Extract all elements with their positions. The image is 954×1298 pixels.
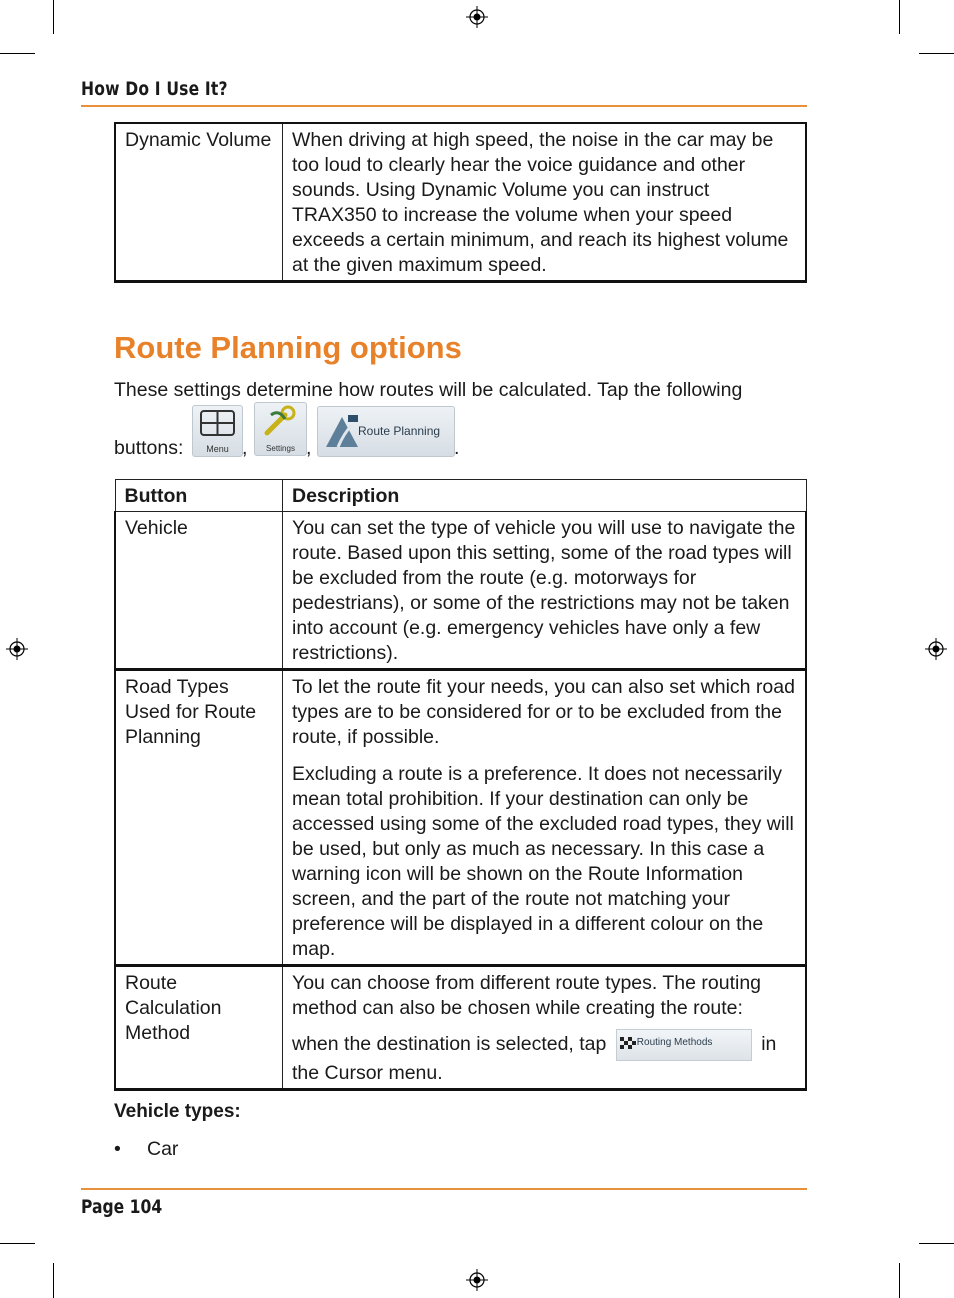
registration-mark-icon <box>466 6 488 28</box>
route-planning-button-label: Route Planning <box>358 424 441 438</box>
separator: , <box>306 437 312 459</box>
route-calc-desc-pre: when the destination is selected, tap <box>292 1033 607 1056</box>
bullet-icon: • <box>114 1138 121 1160</box>
crop-mark <box>0 53 35 54</box>
table-cell-name: Dynamic Volume <box>115 123 283 282</box>
crop-mark <box>919 53 954 54</box>
settings-button-image <box>254 402 307 456</box>
table-cell-name: Route Calculation Method <box>115 966 283 1090</box>
period: . <box>454 437 460 459</box>
route-planning-button-image <box>317 406 455 457</box>
settings-button-label: Settings <box>266 444 295 453</box>
menu-button-image <box>192 405 243 457</box>
table-cell-desc: When driving at high speed, the noise in the car may be too loud to clearly hear the voice guidance and other sounds. Using Dynamic Volume you can instruct TRAX350 to increase the volume when your speed exceeds a certain minimum, and reach its highest volume at the given maximum speed. <box>283 123 807 282</box>
table-cell-name: Road Types Used for Route Planning <box>115 670 283 966</box>
column-header-description: Description <box>283 480 807 512</box>
route-calc-desc-1: You can choose from different route types. The routing method can also be chosen while creating the route: <box>292 972 762 1019</box>
table-header-row <box>115 480 806 512</box>
dynamic-volume-table <box>114 122 807 283</box>
page-header-title: How Do I Use It? <box>81 78 228 100</box>
table-cell-desc <box>283 670 807 966</box>
route-planning-table <box>114 479 807 1091</box>
table-row-road-types <box>115 670 806 966</box>
checkered-flag-icon <box>620 1037 636 1051</box>
table-cell-name: Vehicle <box>115 512 283 670</box>
section-title: Route Planning options <box>114 330 462 365</box>
footer-rule <box>81 1188 807 1190</box>
crop-mark <box>0 1243 35 1244</box>
page-number: Page 104 <box>81 1196 163 1218</box>
route-planning-icon <box>322 407 362 456</box>
route-calc-desc-2 <box>292 1029 797 1086</box>
column-header-button: Button <box>115 480 283 512</box>
route-calc-desc-post: in the Cursor menu. <box>292 1033 777 1084</box>
table-cell-desc <box>283 966 807 1090</box>
vehicle-types-title: Vehicle types: <box>114 1101 241 1122</box>
crop-mark <box>919 1243 954 1244</box>
crop-mark <box>53 0 54 34</box>
settings-icon <box>255 403 306 441</box>
road-types-desc-1: To let the route fit your needs, you can also set which road types are to be considered for or to be excluded from the route, if possible. <box>292 676 795 748</box>
section-intro: These settings determine how routes will be calculated. Tap the following <box>114 379 743 401</box>
crop-mark <box>899 1263 900 1298</box>
registration-mark-icon <box>6 638 28 660</box>
buttons-label: buttons: <box>114 437 184 459</box>
crop-mark <box>899 0 900 34</box>
road-types-desc-2: Excluding a route is a preference. It does not necessarily mean total prohibition. If your destination can only be accessed using some of the excluded road types, they will be used, but only as much as necessary. In this case a warning icon will be shown on the Route Information screen, and the part of the route not matching your preference will be displayed in a different colour on the map. <box>292 763 794 960</box>
table-row-vehicle <box>115 512 806 670</box>
table-row <box>115 123 806 282</box>
table-row-route-calculation <box>115 966 806 1090</box>
routing-methods-label: Routing Methods <box>636 1037 713 1048</box>
separator: , <box>242 437 248 459</box>
header-rule <box>81 105 807 107</box>
routing-methods-button-image <box>616 1029 752 1061</box>
crop-mark <box>53 1263 54 1298</box>
table-cell-desc: You can set the type of vehicle you will use to navigate the route. Based upon this setting, some of the road types will be excluded from the route (e.g. motorways for pedestrians), or some of the restrictions may not be taken into account (e.g. emergency vehicles have only a few restrictions). <box>283 512 807 670</box>
list-item <box>114 1138 178 1161</box>
registration-mark-icon <box>466 1269 488 1291</box>
registration-mark-icon <box>925 638 947 660</box>
menu-button-label: Menu <box>206 444 229 454</box>
list-item-label: Car <box>147 1138 179 1160</box>
menu-grid-icon <box>193 406 242 442</box>
